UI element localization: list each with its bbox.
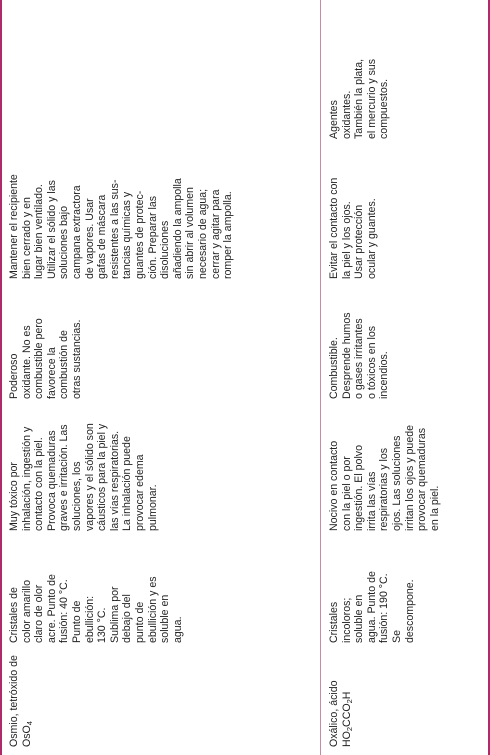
substance-name: Oxálico, ácido [328, 680, 340, 747]
chemical-formula: $HO_2CCO_2H$ [340, 691, 354, 747]
substance-name-cell [8, 647, 33, 747]
substance-name: Osmio, tetróxido de [8, 655, 20, 747]
row-divider [320, 0, 321, 755]
health-hazard-cell: Muy tóxico por inhalación, ingestión y contacto con la piel. Provoca quemaduras graves e irritación. Las soluciones, los vapores y el sólido son cáusticos para la piel y las vías respiratorias. La inhalación puede provocar edema pulmonar. [8, 423, 159, 531]
substance-name-cell [328, 647, 353, 747]
incompatibilities-cell: Agentes oxidantes. También la plata, el mercurio y sus compuestos. [328, 58, 391, 139]
precautions-cell: Evitar el contacto con la piel y los ojos. Usar protección ocular y guantes. [328, 177, 378, 279]
table-top-border [0, 0, 2, 755]
health-hazard-cell: Nocivo en contacto con la piel o por ingestión. El polvo irrita las vías respiratorias y los ojos. Las soluciones irritan los ojos y puede provocar quemaduras en la piel. [328, 425, 441, 531]
fire-hazard-cell: Poderoso oxidante. No es combustible pero favorece la combustión de otras sustancias. [8, 318, 83, 399]
fire-hazard-cell: Combustible. Desprende humos o gases irritantes o tóxicos en los incendios. [328, 312, 391, 399]
precautions-cell: Mantener el recipiente bien cerrado y en lugar bien ventilado. Utilizar el sólido y las soluciones bajo campana extractora de vapores. Usar gafas de máscara resistentes a las sus- tancias químicas y guantes de protec- ción. Preparar las disoluciones añadiendo la ampolla sin abrir al volumen necesario de agua; cerrar y agitar para romper la ampolla. [8, 174, 235, 279]
table-bottom-border [488, 0, 490, 755]
chemical-formula: OsO$_4$ [20, 721, 34, 747]
description-cell: Cristales de color amarillo claro de olor acre. Punto de fusión: 40 °C. Punto de ebullición: 130 °C. Sublima por debajo del punto de ebullición y es soluble en agua. [8, 574, 184, 643]
description-cell: Cristales incoloros; soluble en agua. Punto de fusión: 190 °C. Se descompone. [328, 571, 416, 643]
